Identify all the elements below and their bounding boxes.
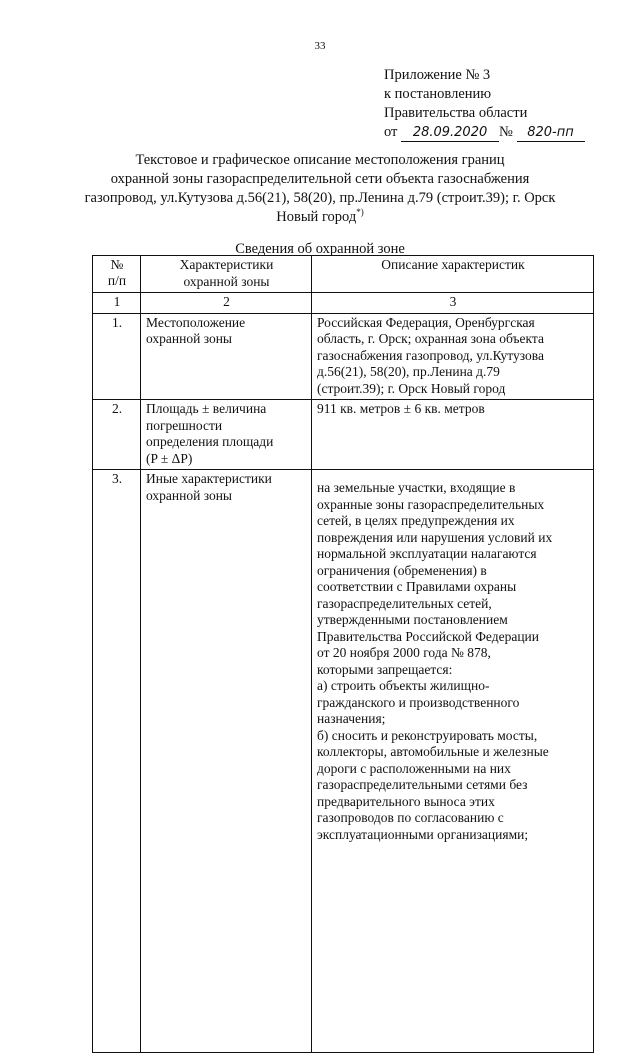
title-line-4 xyxy=(70,208,570,227)
cell-line: предварительного выноса этих xyxy=(317,793,495,809)
cell-line: охранной зоны xyxy=(146,487,233,503)
row-description xyxy=(312,470,594,1053)
row-number: 3. xyxy=(93,470,141,1053)
cell-line: которыми запрещается: xyxy=(317,661,453,677)
footnote-mark: *) xyxy=(356,207,364,218)
cell-line: (строит.39); г. Орск Новый город xyxy=(317,380,506,396)
cell-line: газопроводов по согласованию с xyxy=(317,810,504,825)
number-label: № xyxy=(499,124,513,140)
cell-line: д.56(21), 58(20), пр.Ленина д.79 xyxy=(317,364,500,379)
cell-line: на земельные участки, входящие в xyxy=(317,480,516,495)
cell-line: погрешности xyxy=(146,417,223,433)
title-line-2: охранной зоны газораспределительной сети объекта газоснабжения xyxy=(110,171,530,187)
cell-line: утвержденными постановлением xyxy=(317,612,508,627)
cell-line: нормальной эксплуатации налагаются xyxy=(317,546,537,561)
document-title xyxy=(70,151,570,227)
cell-line: коллекторы, автомобильные и железные xyxy=(317,744,549,759)
appendix-date-line xyxy=(384,123,614,142)
cell-line: газораспределительных сетей, xyxy=(317,595,492,611)
row-description xyxy=(312,400,594,470)
handwritten-date: 28.09.2020 xyxy=(401,125,499,142)
zone-info-table xyxy=(92,255,594,1053)
cell-line: эксплуатационными организациями; xyxy=(317,826,529,842)
cell-line: б) сносить и реконструировать мосты, xyxy=(317,727,538,743)
row-characteristic xyxy=(141,470,312,1053)
cell-line: (P ± ΔP) xyxy=(146,450,193,466)
header-cell-description xyxy=(312,256,594,293)
index-cell-1: 1 xyxy=(93,293,141,314)
title-line-3: газопровод, ул.Кутузова д.56(21), 58(20), пр.Ленина д.79 (строит.39); г. Орск xyxy=(84,190,556,206)
title-line-1: Текстовое и графическое описание местоположения границ xyxy=(135,152,505,168)
appendix-line-2: к постановлению xyxy=(384,86,492,102)
table-row xyxy=(93,400,594,470)
cell-line: Характеристики xyxy=(179,257,274,272)
row-description xyxy=(312,313,594,400)
cell-line: Российская Федерация, Оренбургская xyxy=(317,314,535,330)
index-cell-3: 3 xyxy=(312,293,594,314)
table-row xyxy=(93,313,594,400)
cell-line: определения площади xyxy=(146,434,274,449)
index-cell-2: 2 xyxy=(141,293,312,314)
cell-line: повреждения или нарушения условий их xyxy=(317,529,553,545)
cell-line: сетей, в целях предупреждения их xyxy=(317,513,515,528)
row-number: 2. xyxy=(93,400,141,470)
header-cell-number xyxy=(93,256,141,293)
table-header-row xyxy=(93,256,594,293)
row-number: 1. xyxy=(93,313,141,400)
cell-line: охранной зоны xyxy=(146,331,233,346)
table-caption: Сведения об охранной зоне xyxy=(235,241,405,257)
cell-line: газоснабжения газопровод, ул.Кутузова xyxy=(317,347,544,363)
cell-line: дороги с расположенными на них xyxy=(317,760,511,776)
cell-line: ограничения (обременения) в xyxy=(317,562,487,578)
from-label: от xyxy=(384,124,398,140)
appendix-block xyxy=(384,66,614,142)
cell-line: от 20 ноября 2000 года № 878, xyxy=(317,645,491,660)
cell-line: охранные зоны газораспределительных xyxy=(317,496,545,512)
cell-line: п/п xyxy=(107,273,127,288)
cell-line: соответствии с Правилами охраны xyxy=(317,579,517,594)
appendix-title: Приложение № 3 xyxy=(384,67,491,83)
page-number: 33 xyxy=(314,40,326,52)
cell-line: охранной зоны xyxy=(183,273,270,289)
handwritten-number: 820-пп xyxy=(517,125,585,142)
title-line-4-text: Новый город xyxy=(276,209,357,225)
cell-line: № xyxy=(110,257,124,272)
cell-line: Местоположение xyxy=(146,314,246,330)
cell-line: Иные характеристики xyxy=(146,471,272,486)
cell-line: Описание характеристик xyxy=(381,257,525,272)
cell-line: гражданского и производственного xyxy=(317,694,520,710)
cell-line: а) строить объекты жилищно- xyxy=(317,678,490,693)
cell-line: Площадь ± величина xyxy=(146,401,267,416)
appendix-line-3: Правительства области xyxy=(384,105,528,121)
cell-line: газораспределительными сетями без xyxy=(317,777,528,792)
cell-line: 911 кв. метров ± 6 кв. метров xyxy=(317,401,485,416)
cell-line: Правительства Российской Федерации xyxy=(317,628,539,644)
table-row xyxy=(93,470,594,1053)
cell-line: назначения; xyxy=(317,711,386,726)
row-characteristic xyxy=(141,313,312,400)
cell-line: область, г. Орск; охранная зона объекта xyxy=(317,331,544,346)
header-cell-characteristics xyxy=(141,256,312,293)
row-characteristic xyxy=(141,400,312,470)
table-index-row xyxy=(93,293,594,314)
